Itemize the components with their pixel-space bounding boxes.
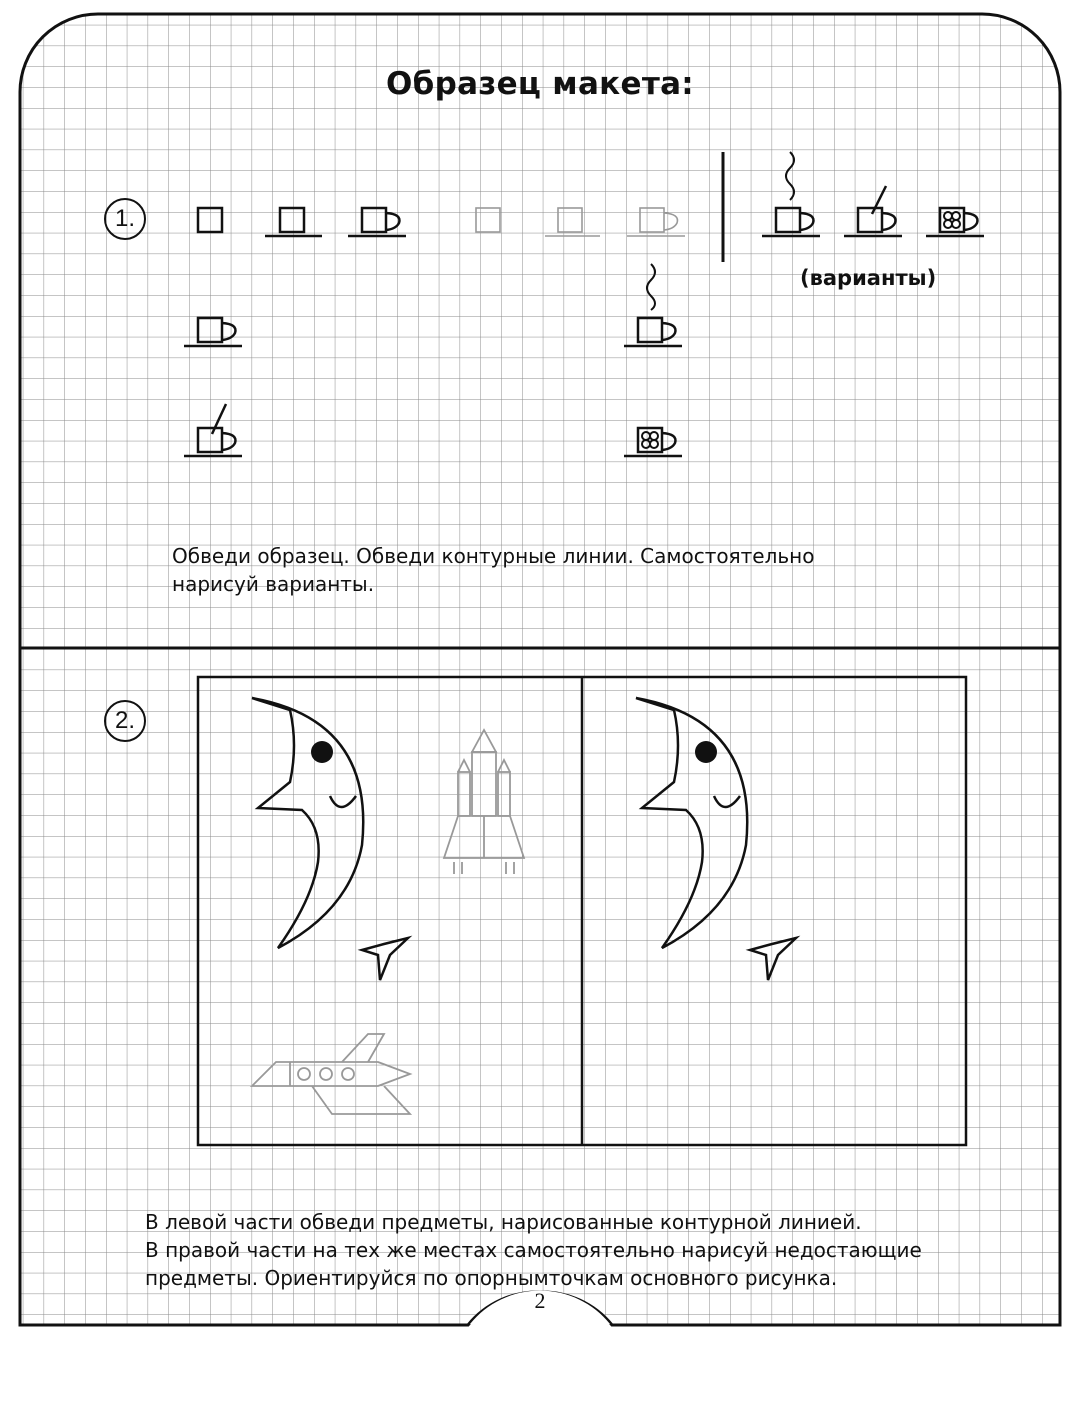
instruction-line: В левой части обведи предметы, нарисованные контурной линией. <box>145 1210 862 1234</box>
page-number: 2 <box>534 1288 546 1313</box>
exercise-1-number: 1. <box>104 198 146 240</box>
instruction-line: предметы. Ориентируйся по опорнымточкам основного рисунка. <box>145 1266 838 1290</box>
exercise-2-number: 2. <box>104 700 146 742</box>
exercise-1-instruction <box>172 542 814 598</box>
page-title: Образец макета: <box>385 66 695 102</box>
instruction-line: Обведи образец. Обведи контурные линии. Самостоятельно <box>172 544 815 568</box>
variants-label: (варианты) <box>800 266 937 290</box>
instruction-line: нарисуй варианты. <box>172 572 375 596</box>
instruction-line: В правой части на тех же местах самостоятельно нарисуй недостающие <box>145 1238 922 1262</box>
exercise-2-instruction <box>145 1208 922 1292</box>
